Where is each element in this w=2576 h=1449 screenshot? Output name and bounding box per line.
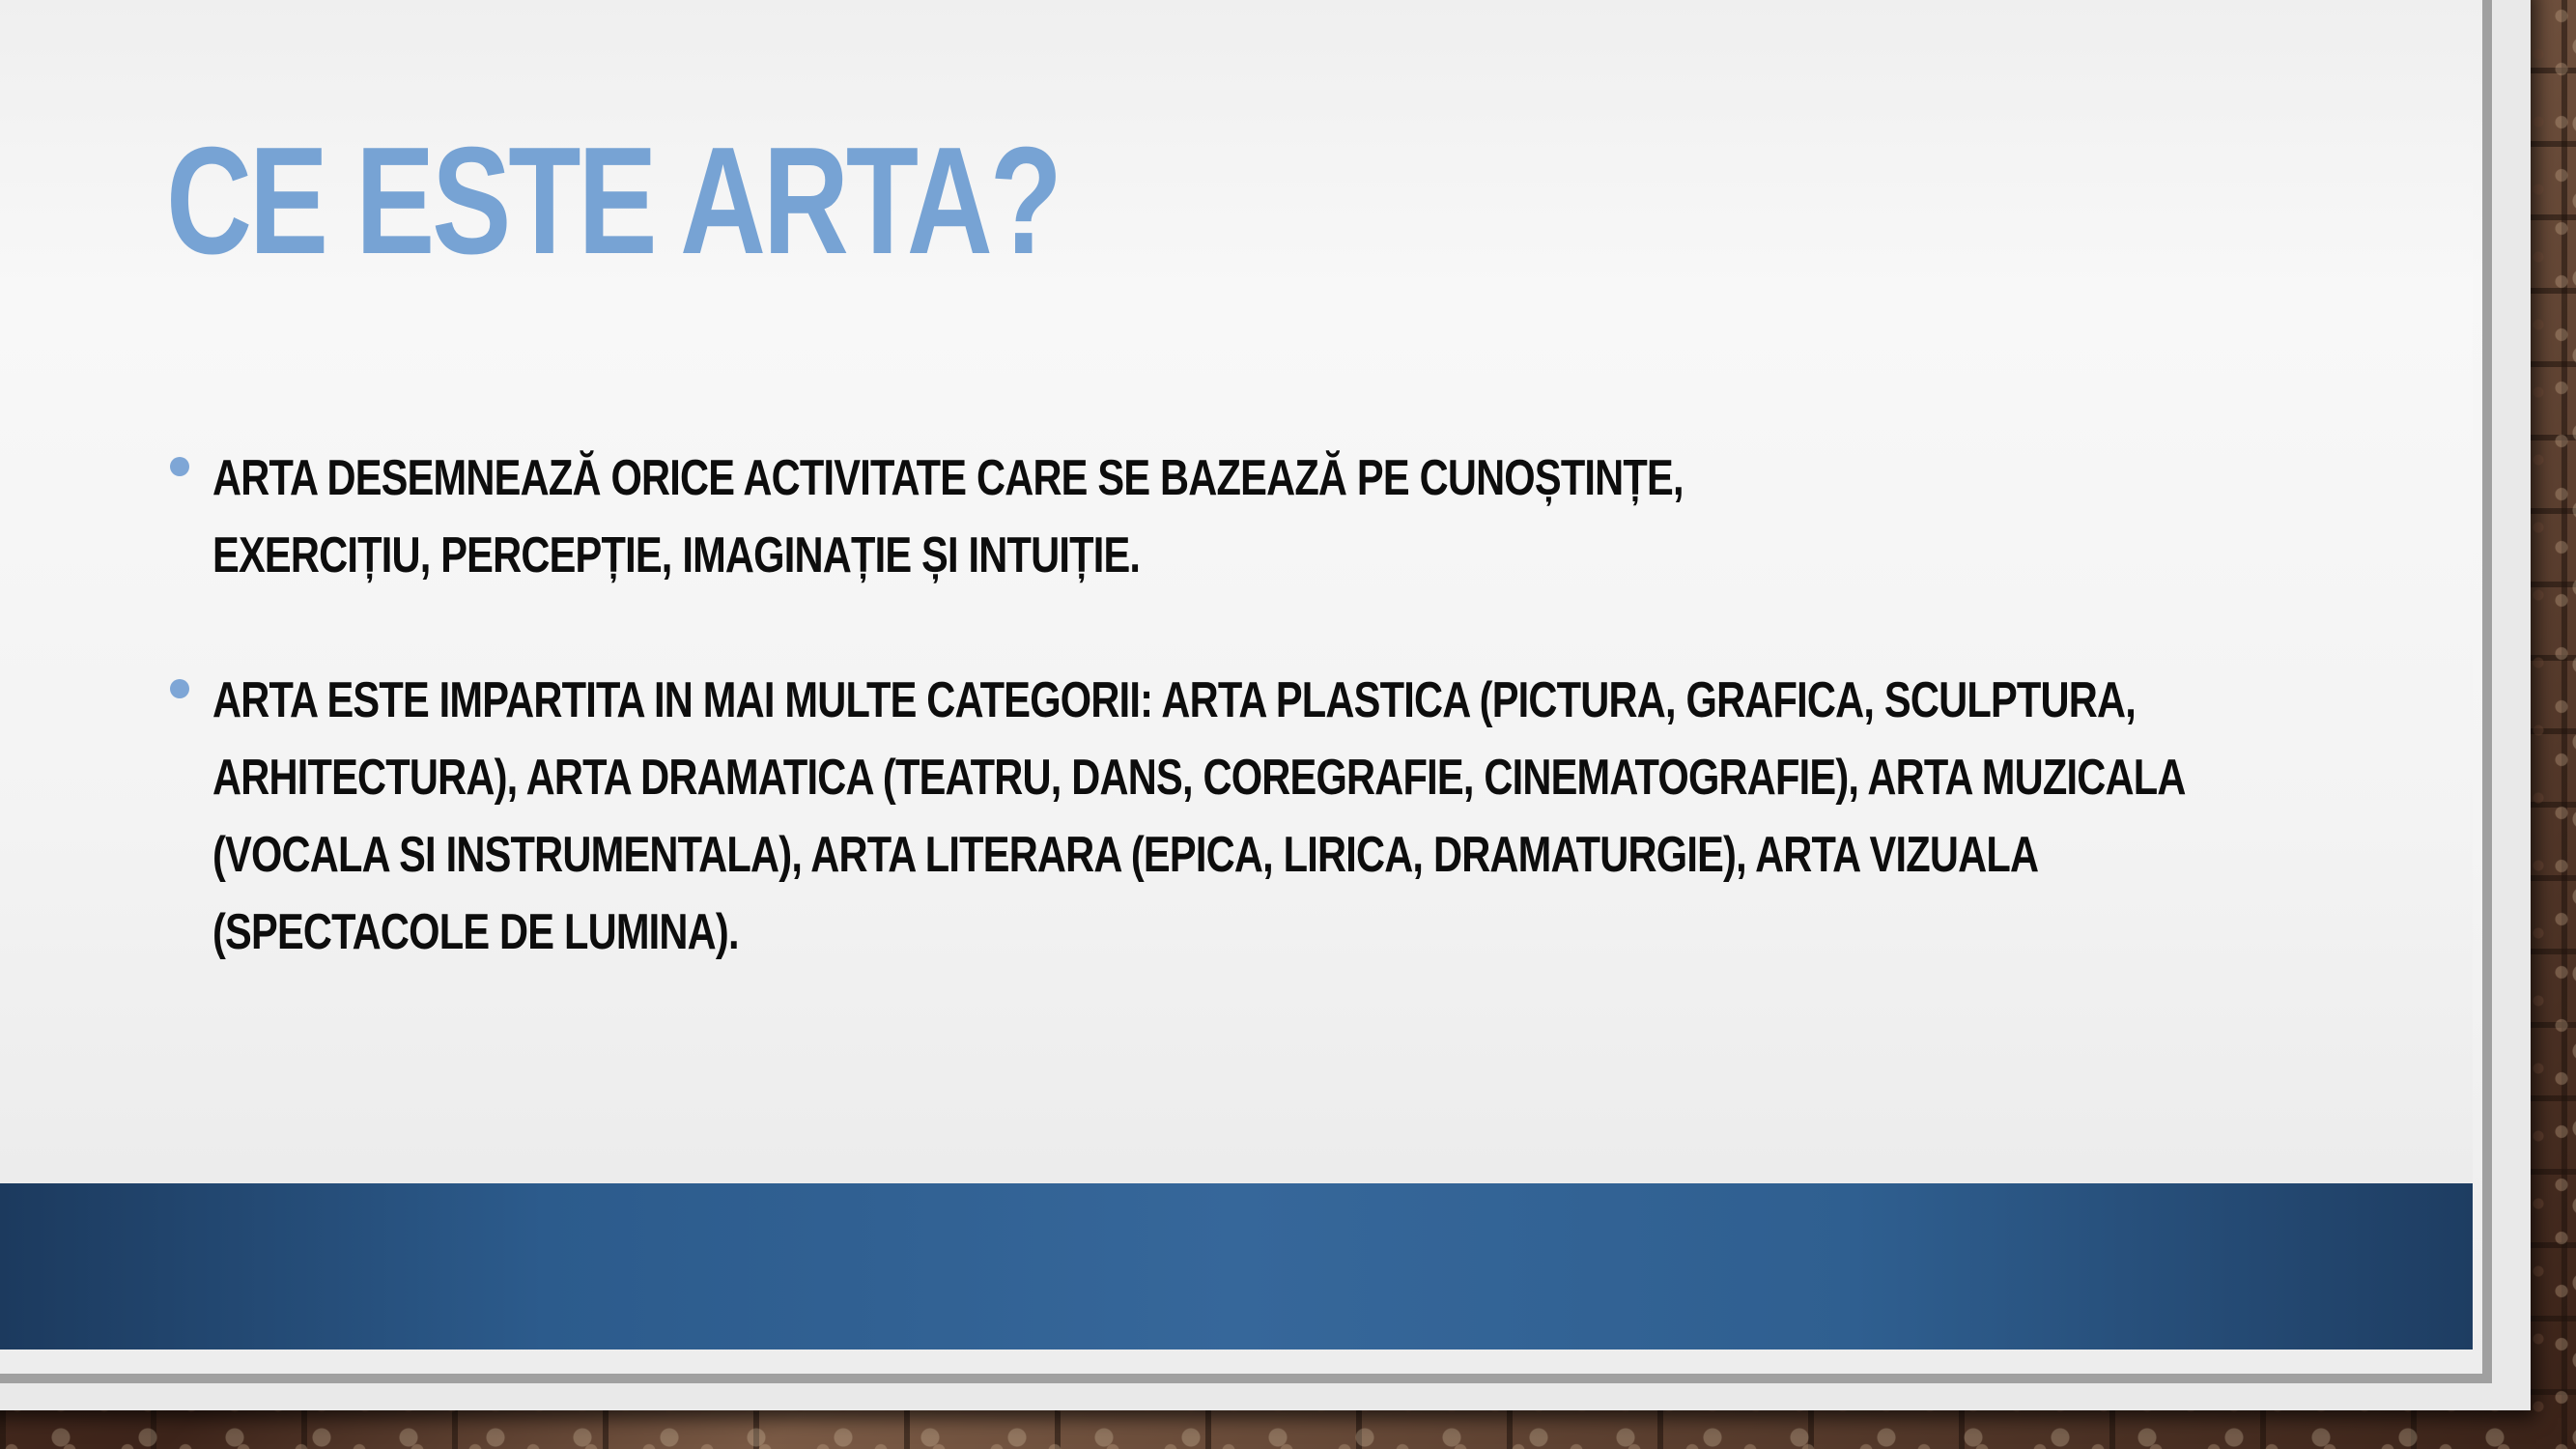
- bullet-dot-icon: [170, 457, 189, 476]
- bullet-line: ARTA DESEMNEAZĂ ORICE ACTIVITATE CARE SE BAZEAZĂ PE CUNOȘTINȚE,: [212, 450, 1684, 506]
- bullet-line: EXERCIȚIU, PERCEPȚIE, IMAGINAȚIE ȘI INTUIȚIE.: [212, 527, 1141, 583]
- footer-band: [0, 1183, 2473, 1350]
- bullet-line: (VOCALA SI INSTRUMENTALA), ARTA LITERARA (EPICA, LIRICA, DRAMATURGIE), ARTA VIZUALA: [212, 827, 2039, 883]
- bullet-line: (SPECTACOLE DE LUMINA).: [212, 904, 739, 960]
- bullet-text: [212, 662, 2422, 971]
- bullet-item: [166, 662, 2291, 971]
- slide-title: CE ESTE ARTA?: [166, 116, 1060, 286]
- bullet-dot-icon: [170, 679, 189, 698]
- bullet-line: ARTA ESTE IMPARTITA IN MAI MULTE CATEGORII: ARTA PLASTICA (PICTURA, GRAFICA, SCULPTURA,: [212, 672, 2137, 728]
- bullet-list: [166, 440, 2291, 1038]
- bullet-item: [166, 440, 2291, 594]
- bullet-line: ARHITECTURA), ARTA DRAMATICA (TEATRU, DANS, COREGRAFIE, CINEMATOGRAFIE), ARTA MUZICALA: [212, 750, 2186, 806]
- bullet-text: [212, 440, 2422, 594]
